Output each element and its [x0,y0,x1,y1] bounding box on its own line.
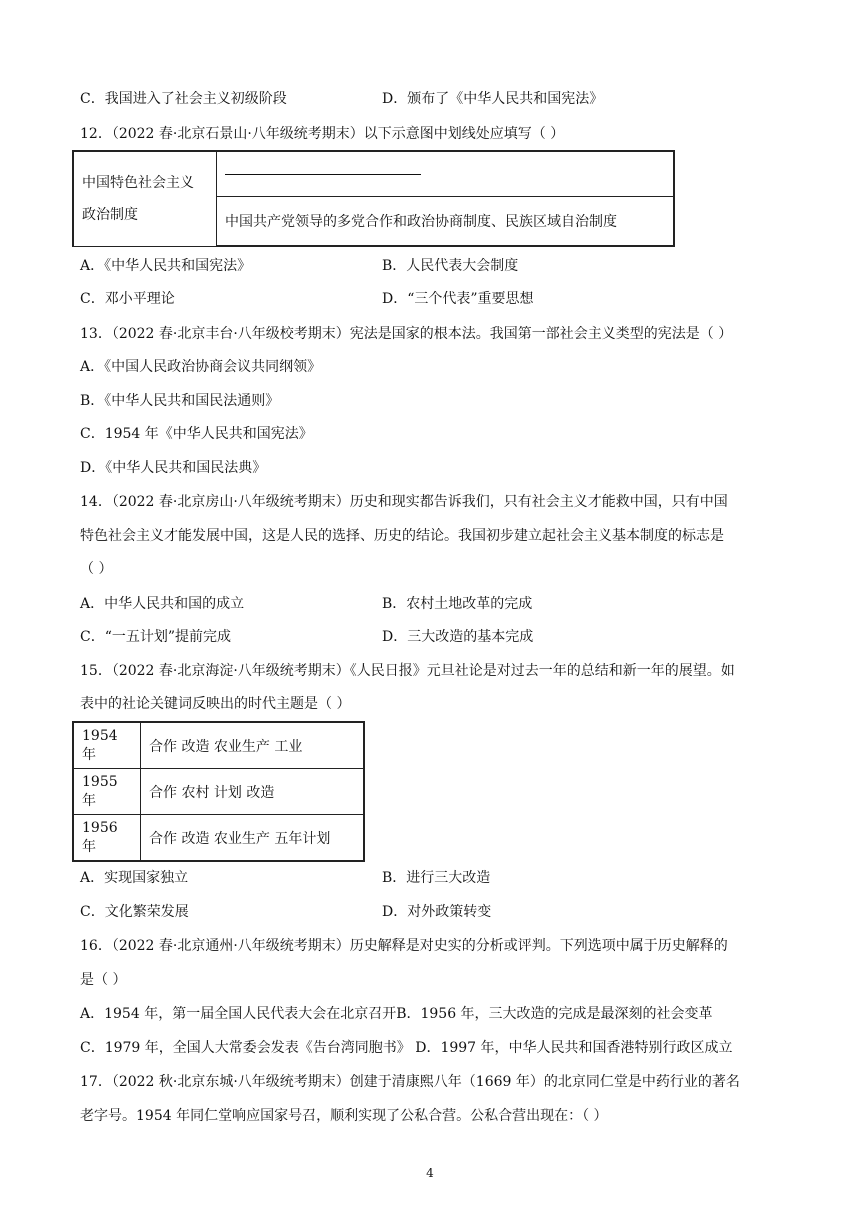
q16-options-ab: A．1954 年，第一届全国人民代表大会在北京召开B．1956 年，三大改造的完成是最深刻的社会变革 [80,1006,713,1022]
q11-option-c: C．我国进入了社会主义初级阶段 [80,91,287,107]
q15-year-cell: 1955 年 [73,769,141,815]
q15-stem-line1: 15．（2022 春·北京海淀·八年级统考期末）《人民日报》元旦社论是对过去一年的总结和新一年的展望。如 [80,663,735,679]
q14-option-d: D．三大改造的基本完成 [382,629,534,645]
q15-keywords-cell: 合作 改造 农业生产 工业 [141,722,365,769]
q15-stem-line2: 表中的社论关键词反映出的时代主题是（ ） [80,696,351,712]
q12-table-left-cell [73,151,217,246]
q16-stem-line1: 16．（2022 春·北京通州·八年级统考期末）历史解释是对史实的分析或评判。下列选项中属于历史解释的 [80,938,728,954]
q16-options-cd: C．1979 年，全国人大常委会发表《告台湾同胞书》 D．1997 年，中华人民共和国香港特别行政区成立 [80,1040,733,1056]
q12-left-line1: 中国特色社会主义 [82,174,194,191]
q14-stem-line3: （ ） [80,561,113,577]
page-number: 4 [426,1166,434,1180]
q12-option-c: C．邓小平理论 [80,291,175,307]
q12-diagram-table [72,150,675,247]
q15-option-b: B．进行三大改造 [382,870,491,886]
q15-keywords-cell: 合作 农村 计划 改造 [141,769,365,815]
q15-option-d: D．对外政策转变 [382,904,492,920]
q15-option-a: A．实现国家独立 [80,870,189,886]
q13-option-b: B．《中华人民共和国民法通则》 [80,393,280,409]
q16-stem-line2: 是（ ） [80,972,127,988]
q14-stem-line2: 特色社会主义才能发展中国，这是人民的选择、历史的结论。我国初步建立起社会主义基本制度的标志是 [80,528,724,544]
q17-stem-line1: 17．（2022 秋·北京东城·八年级统考期末）创建于清康熙八年（1669 年）的北京同仁堂是中药行业的著名 [80,1074,740,1090]
q15-keywords-cell: 合作 改造 农业生产 五年计划 [141,815,365,862]
q12-left-line2: 政治制度 [82,206,138,223]
q12-blank-cell [217,151,675,197]
q12-option-a: A．《中华人民共和国宪法》 [80,258,252,274]
q15-year-cell: 1954 年 [73,722,141,769]
q13-stem: 13．（2022 春·北京丰台·八年级校考期末）宪法是国家的根本法。我国第一部社会主义类型的宪法是（ ） [80,326,733,342]
q14-option-a: A．中华人民共和国的成立 [80,596,245,612]
q13-option-c: C．1954 年《中华人民共和国宪法》 [80,426,313,442]
q14-option-b: B．农村土地改革的完成 [382,596,533,612]
q14-option-c: C．“一五计划”提前完成 [80,629,232,645]
q17-stem-line2: 老字号。1954 年同仁堂响应国家号召，顺利实现了公私合营。公私合营出现在：（ ） [80,1108,608,1124]
q15-year-cell: 1956 年 [73,815,141,862]
q15-option-c: C．文化繁荣发展 [80,904,189,920]
q12-option-b: B．人民代表大会制度 [382,258,519,274]
q13-option-d: D．《中华人民共和国民法典》 [80,460,267,476]
q11-option-d: D．颁布了《中华人民共和国宪法》 [382,91,604,107]
q13-option-a: A．《中国人民政治协商会议共同纲领》 [80,359,322,375]
q12-stem: 12．（2022 春·北京石景山·八年级统考期末）以下示意图中划线处应填写（ ） [80,126,565,142]
q12-fill-in-blank [225,174,421,175]
q14-stem-line1: 14．（2022 春·北京房山·八年级统考期末）历史和现实都告诉我们，只有社会主义才能救中国，只有中国 [80,494,728,510]
q15-keyword-table [72,721,365,862]
q12-table-right-row2: 中国共产党领导的多党合作和政治协商制度、民族区域自治制度 [217,197,675,247]
q12-option-d: D．“三个代表”重要思想 [382,291,534,307]
